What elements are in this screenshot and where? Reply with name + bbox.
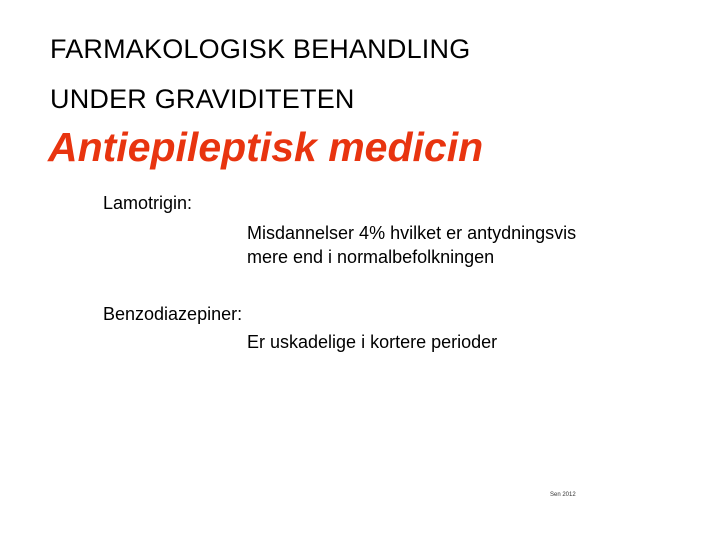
benzodiazepiner-detail-line-1: Er uskadelige i kortere perioder xyxy=(247,332,498,352)
lamotrigin-heading: Lamotrigin: xyxy=(103,193,193,213)
footer-note: Sen 2012 xyxy=(550,492,576,498)
slide-subtitle: Antiepileptisk medicin xyxy=(48,124,484,170)
lamotrigin-detail-line-1: Misdannelser 4% hvilket er antydningsvis xyxy=(247,223,577,243)
slide-title-line-1: FARMAKOLOGISK BEHANDLING xyxy=(50,34,471,64)
benzodiazepiner-heading: Benzodiazepiner: xyxy=(103,304,243,324)
slide-title-line-2: UNDER GRAVIDITETEN xyxy=(50,84,355,114)
lamotrigin-detail-line-2: mere end i normalbefolkningen xyxy=(247,247,495,267)
